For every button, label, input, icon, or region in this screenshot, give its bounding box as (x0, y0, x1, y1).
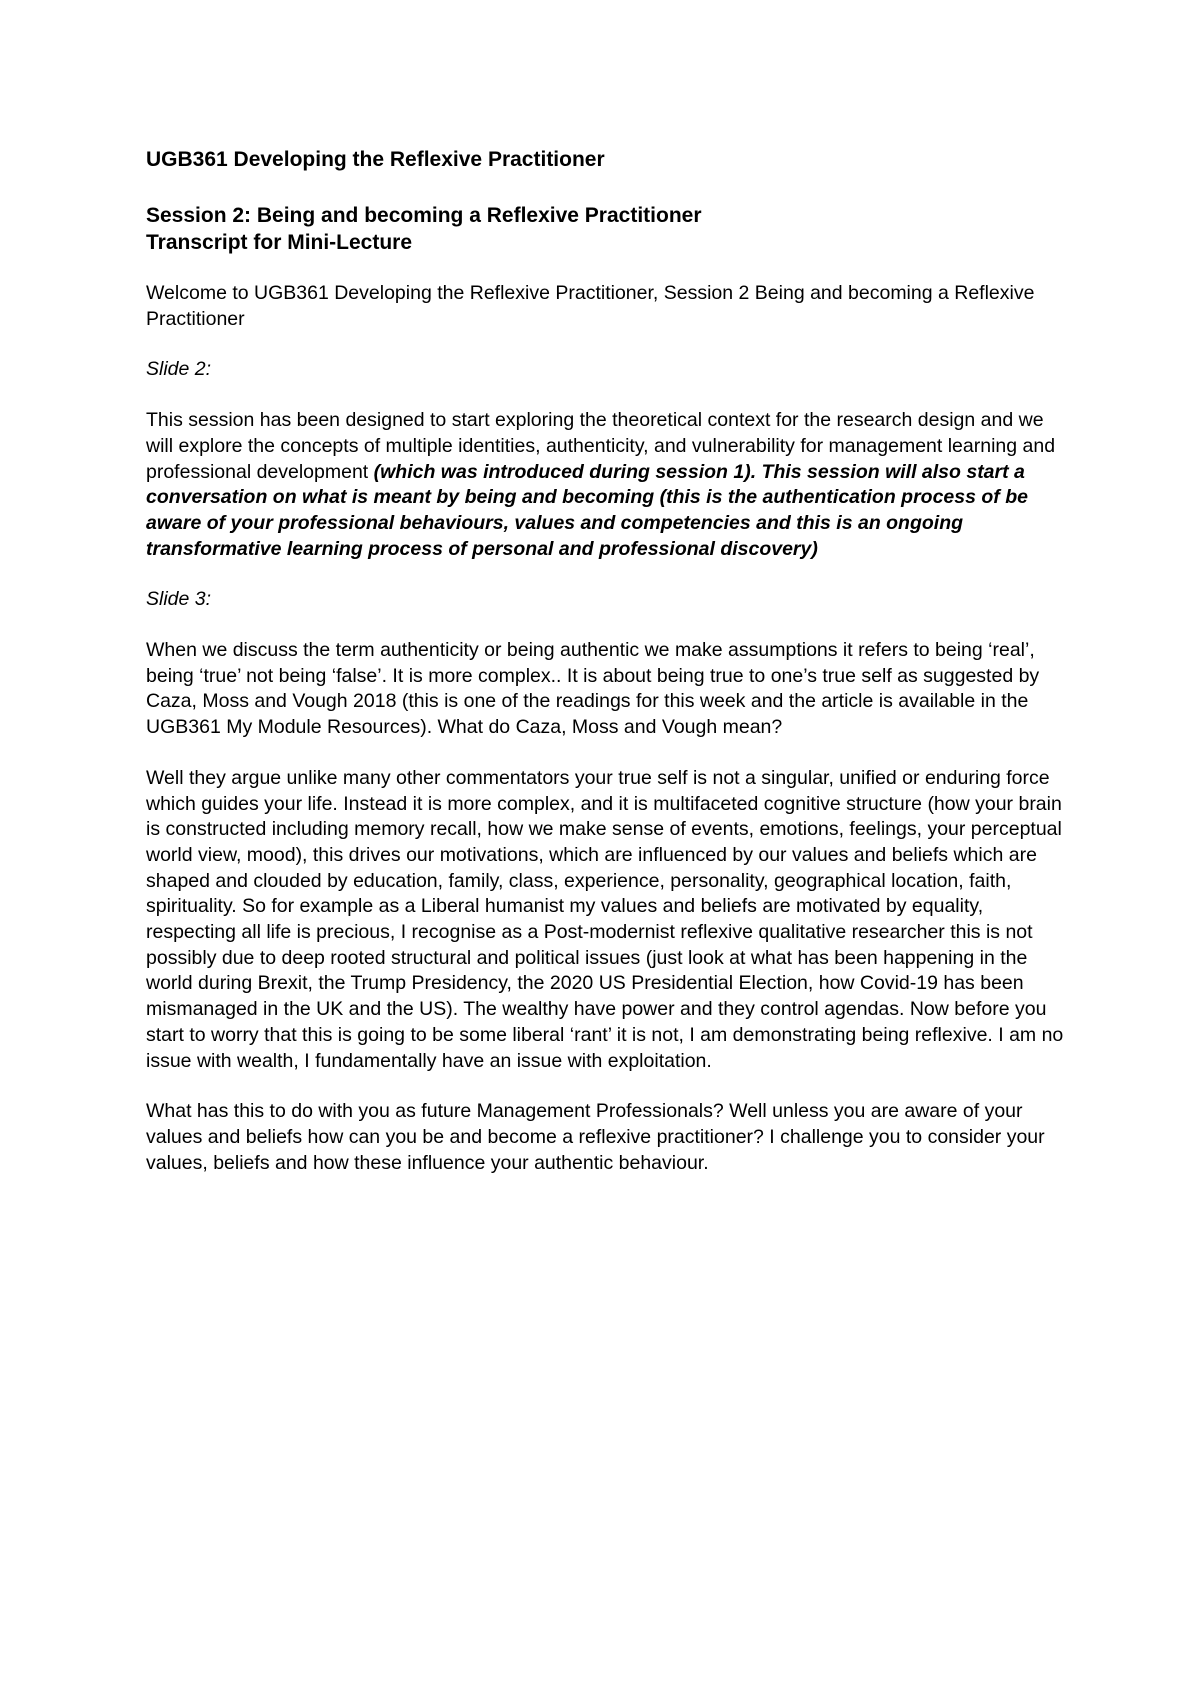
slide-3-paragraph-3: What has this to do with you as future Management Professionals? Well unless you are aware of your values and beliefs how can you be and become a reflexive practitioner? I challenge you to consider your values, beliefs and how these influence your authentic behaviour. (146, 1100, 1045, 1174)
slide-3-paragraph-1: When we discuss the term authenticity or being authentic we make assumptions it refers to being ‘real’, being ‘true’ not being ‘false’. It is more complex.. It is about being true to one’s true self as suggested by Caza, Moss and Vough 2018 (this is one of the readings for this week and the article is available in the UGB361 My Module Resources). What do Caza, Moss and Vough mean? (146, 639, 1040, 739)
slide-2-text: This session has been designed to start exploring the theoretical context for the research design and we will explore the concepts of multiple identities, authenticity, and vulnerability for management learning and professional development (146, 409, 1056, 483)
slide-3-paragraph-2: Well they argue unlike many other commentators your true self is not a singular, unified or enduring force which guides your life. Instead it is more complex, and it is multifaceted cognitive structure (how your brain is constructed including memory recall, how we make sense of events, emotions, feelings, your perceptual world view, mood), this drives our motivations, which are influenced by our values and beliefs which are shaped and clouded by education, family, class, experience, personality, geographical location, faith, spirituality. So for example as a Liberal humanist my values and beliefs are motivated by equality, respecting all life is precious, I recognise as a Post-modernist reflexive qualitative researcher this is not possibly due to deep rooted structural and political issues (just look at what has been happening in the world during Brexit, the Trump Presidency, the 2020 US Presidential Election, how Covid-19 has been mismanaged in the UK and the US). The wealthy have power and they control agendas. Now before you start to worry that this is going to be some liberal ‘rant’ it is not, I am demonstrating being reflexive. I am no issue with wealth, I fundamentally have an issue with exploitation. (146, 766, 1064, 1072)
slide-2-emphasis-text: (which was introduced during session 1). This session will also start a conversation on what is meant by being and becoming (this is the authentication process of be aware of your professional behaviours, values and competencies and this is an ongoing transformative learning process of personal and professional discovery) (146, 460, 1028, 560)
slide-3-label: Slide 3: (146, 588, 212, 611)
welcome-paragraph: Welcome to UGB361 Developing the Reflexive Practitioner, Session 2 Being and becoming a Reflexive Practitioner (146, 282, 1035, 330)
transcript-title: Transcript for Mini-Lecture (146, 231, 413, 254)
session-title: Session 2: Being and becoming a Reflexive Practitioner (146, 204, 702, 227)
course-title: UGB361 Developing the Reflexive Practitioner (146, 148, 605, 171)
document-page (146, 146, 1068, 1176)
slide-2-paragraph (146, 408, 1068, 562)
session-heading-block (146, 202, 1068, 256)
slide-2-label: Slide 2: (146, 358, 212, 381)
